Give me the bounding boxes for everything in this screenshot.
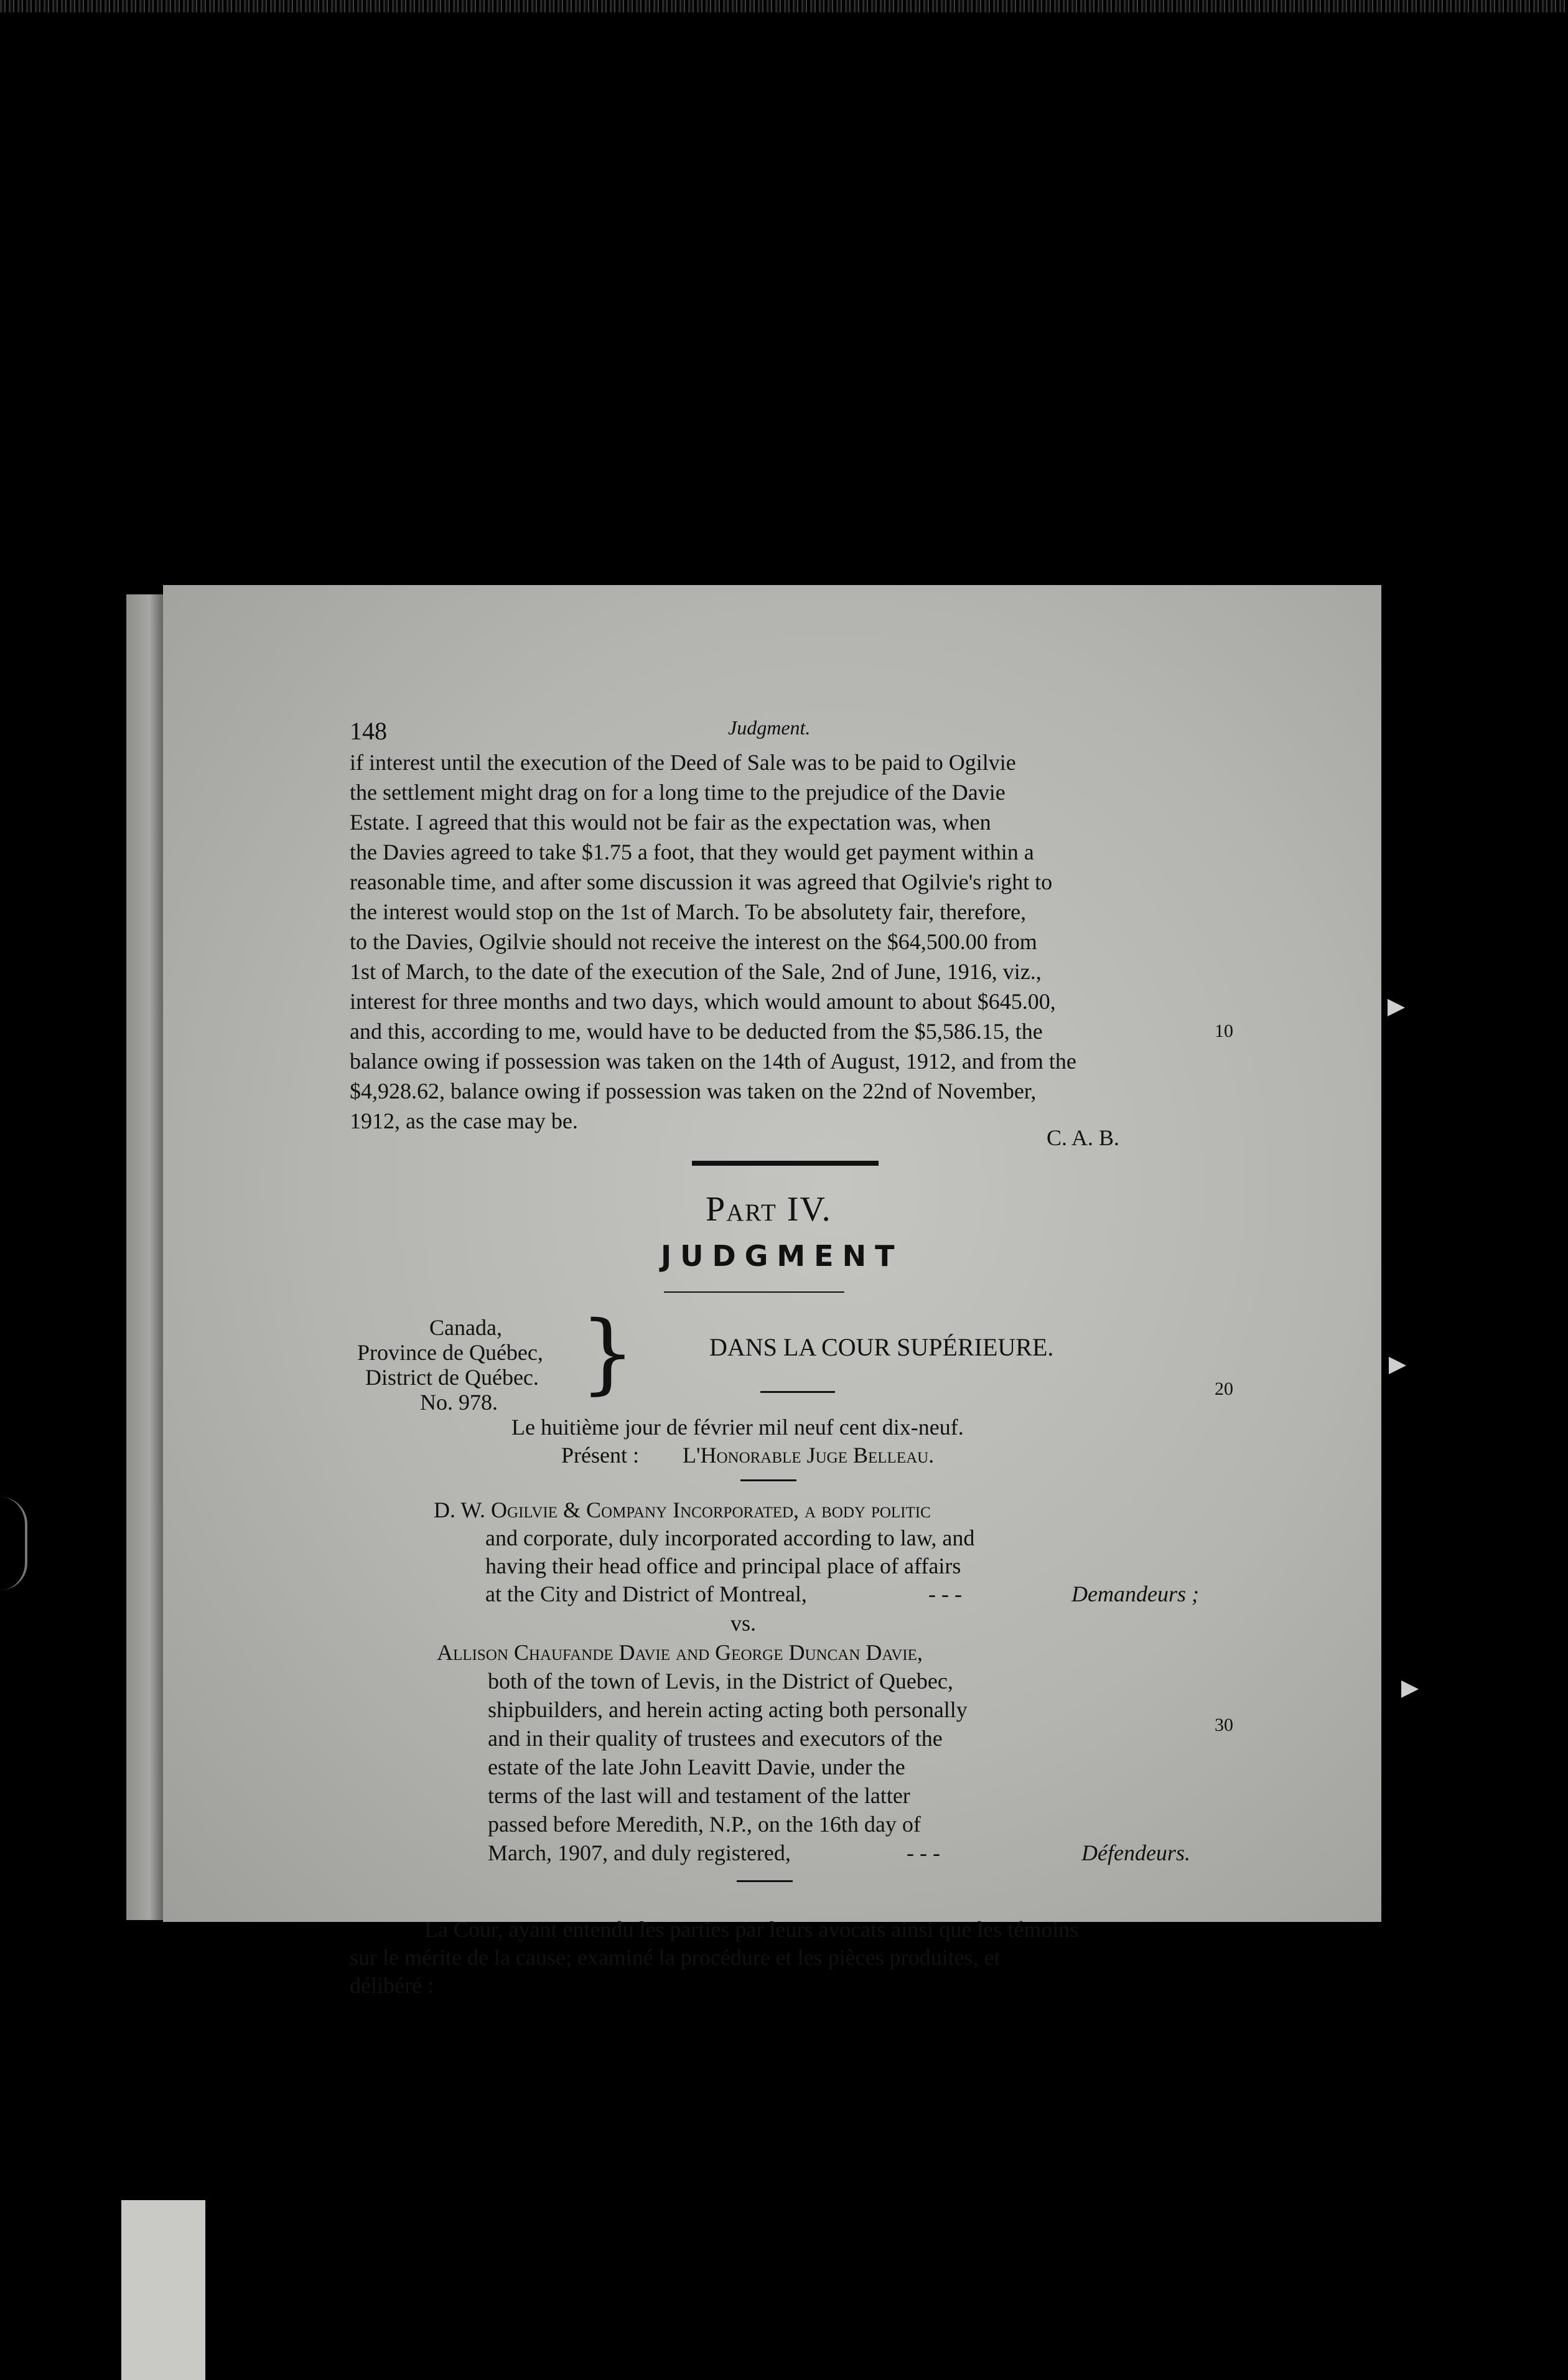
scan-edge-artifact: [0, 1497, 27, 1590]
judgment-line: sur le mérite de la cause; examiné la procédure et les pièces produites, et: [350, 1945, 1001, 1970]
plaintiff-role: Demandeurs ;: [1071, 1581, 1199, 1606]
memo-line: if interest until the execution of the Deed of Sale was to be paid to Ogilvie: [350, 750, 1016, 775]
line-number: 20: [1215, 1379, 1233, 1399]
page-marker-arrow: [1389, 1357, 1406, 1374]
page-marker-arrow: [1401, 1680, 1419, 1698]
judgment-line: délibéré :: [350, 1973, 434, 1998]
section-rule: [760, 1391, 835, 1393]
memo-line: interest for three months and two days, which would amount to about $645.00,: [350, 989, 1056, 1014]
plaintiff-line: at the City and District of Montreal,: [485, 1581, 807, 1606]
jurisdiction-line: Province de Québec,: [357, 1340, 543, 1365]
jurisdiction-line: Canada,: [429, 1315, 502, 1340]
defendant-line: estate of the late John Leavitt Davie, under the: [488, 1755, 905, 1779]
paper-underlayer: [126, 594, 165, 1920]
memo-line: 1st of March, to the date of the execution of the Sale, 2nd of June, 1916, viz.,: [350, 959, 1042, 984]
versus: vs.: [730, 1611, 757, 1636]
defendant-line: shipbuilders, and herein acting acting both personally: [488, 1697, 968, 1722]
page-number: 148: [350, 717, 387, 745]
plaintiff-line: having their head office and principal place of affairs: [485, 1553, 961, 1578]
part-title: Part IV.: [706, 1190, 832, 1229]
memo-signature: C. A. B.: [1047, 1125, 1120, 1150]
judgment-title: JUDGMENT: [661, 1239, 903, 1273]
section-rule: [664, 1291, 844, 1293]
plaintiff-line: D. W. Ogilvie & Company Incorporated, a body politic: [434, 1497, 931, 1522]
judge-name: L'Honorable Juge Belleau.: [683, 1443, 935, 1468]
judgment-date: Le huitième jour de février mil neuf cent dix-neuf.: [511, 1415, 964, 1440]
memo-line: reasonable time, and after some discussion it was agreed that Ogilvie's right to: [350, 869, 1053, 894]
memo-line: the settlement might drag on for a long time to the prejudice of the Davie: [350, 780, 1006, 805]
memo-line: the Davies agreed to take $1.75 a foot, that they would get payment within a: [350, 840, 1034, 864]
defendant-line: March, 1907, and duly registered,: [488, 1840, 791, 1865]
memo-line: balance owing if possession was taken on the 14th of August, 1912, and from the: [350, 1049, 1076, 1074]
memo-line: $4,928.62, balance owing if possession was taken on the 22nd of November,: [350, 1079, 1037, 1103]
line-number: 10: [1215, 1021, 1233, 1041]
section-rule: [737, 1880, 793, 1882]
defendant-line: Allison Chaufande Davie and George Duncan Davie,: [437, 1640, 923, 1665]
running-head: Judgment.: [728, 716, 811, 739]
jurisdiction-line: District de Québec.: [365, 1365, 539, 1390]
section-rule: [740, 1479, 796, 1481]
defendant-role: Défendeurs.: [1081, 1840, 1190, 1865]
memo-line: the interest would stop on the 1st of March. To be absolutety fair, therefore,: [350, 899, 1027, 924]
judgment-line: La Cour, ayant entendu les parties par leurs avocats ainsi que les témoins: [424, 1917, 1079, 1942]
present-label: Présent :: [561, 1443, 639, 1468]
defendant-line: terms of the last will and testament of the latter: [488, 1783, 910, 1808]
memo-line: and this, according to me, would have to be deducted from the $5,586.15, the: [350, 1019, 1043, 1044]
defendant-line: passed before Meredith, N.P., on the 16th day of: [488, 1812, 921, 1837]
memo-line: 1912, as the case may be.: [350, 1108, 578, 1133]
defendant-line: and in their quality of trustees and executors of the: [488, 1726, 943, 1751]
jurisdiction-line: No. 978.: [420, 1390, 498, 1415]
court-name: DANS LA COUR SUPÉRIEURE.: [709, 1333, 1054, 1361]
page-marker-arrow: [1388, 999, 1405, 1016]
plaintiff-line: and corporate, duly incorporated according to law, and: [485, 1525, 975, 1550]
scan-top-border: [0, 0, 1568, 12]
memo-line: Estate. I agreed that this would not be fair as the expectation was, when: [350, 810, 991, 835]
brace: }: [580, 1303, 636, 1404]
document-page: [163, 585, 1381, 1998]
defendant-line: both of the town of Levis, in the District of Quebec,: [488, 1669, 953, 1694]
dash-leader: - - -: [928, 1581, 962, 1606]
line-number: 30: [1215, 1715, 1233, 1735]
dash-leader: - - -: [907, 1840, 940, 1865]
section-rule: [692, 1161, 879, 1166]
scan-leader-card: [121, 2200, 205, 2380]
memo-line: to the Davies, Ogilvie should not receive the interest on the $64,500.00 from: [350, 929, 1037, 954]
